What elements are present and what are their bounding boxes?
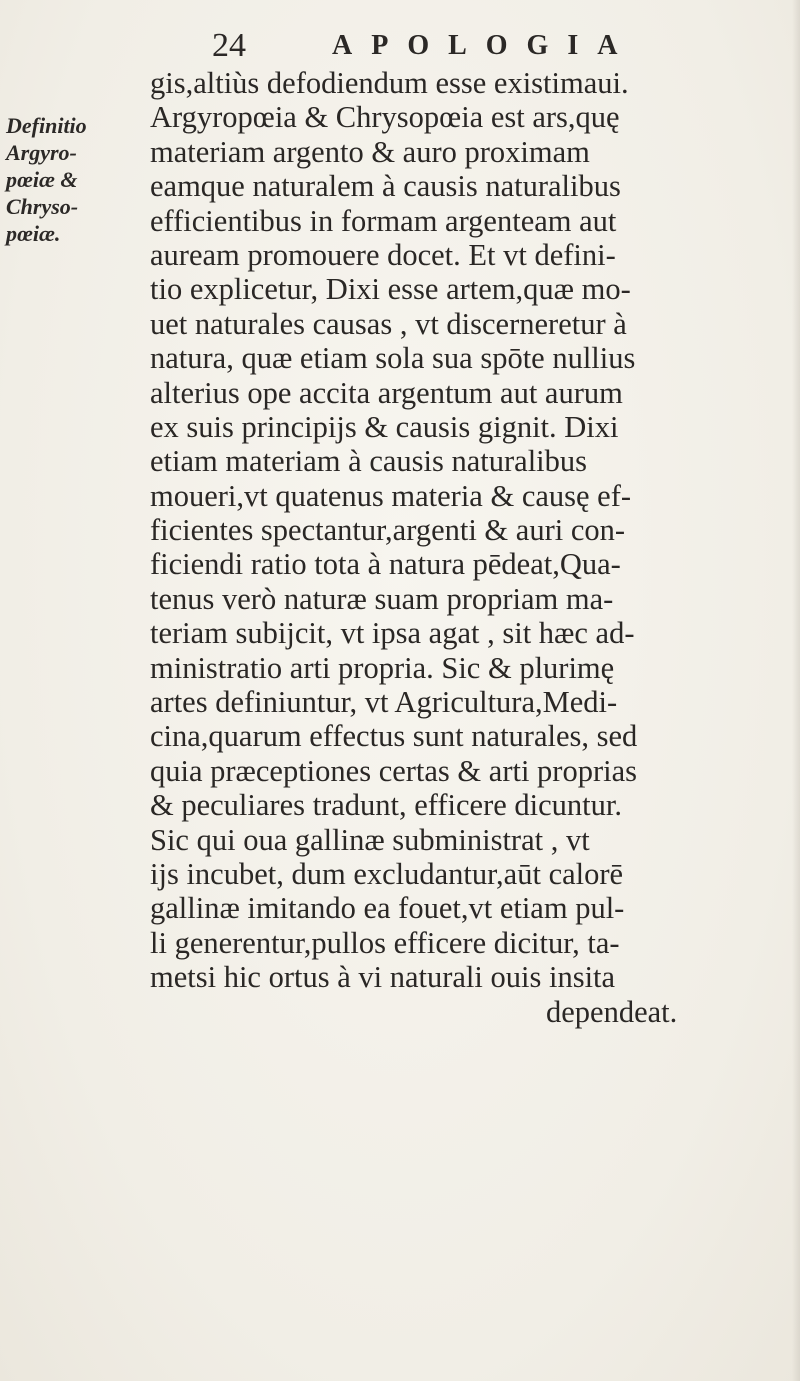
catchword: dependeat.	[546, 994, 678, 1029]
text-line: gallinæ imitando ea fouet,vt etiam pul-	[150, 891, 625, 926]
text-line: tio explicetur, Dixi esse artem,quæ mo-	[150, 272, 631, 307]
text-line: ex suis principijs & causis gignit. Dixi	[150, 409, 619, 444]
text-line: quia præceptiones certas & arti proprias	[150, 753, 637, 788]
body-text	[150, 66, 790, 1029]
text-line: materiam argento & auro proximam	[150, 134, 590, 169]
text-line: efficientibus in formam argenteam aut	[150, 203, 617, 238]
text-line: ijs incubet, dum excludantur,aūt calorē	[150, 856, 624, 891]
page-edge-shadow	[792, 0, 800, 1381]
margin-note-line: Argyro-	[6, 140, 77, 165]
text-line: tenus verò naturæ suam propriam ma-	[150, 581, 614, 616]
text-line: natura, quæ etiam sola sua spōte nullius	[150, 341, 636, 376]
text-line: Argyropœia & Chrysopœia est ars,quę	[150, 100, 620, 135]
text-line: artes definiuntur, vt Agricultura,Medi-	[150, 685, 618, 720]
text-line: li generentur,pullos efficere dicitur, ta-	[150, 925, 620, 960]
text-line: & peculiares tradunt, efficere dicuntur.	[150, 788, 622, 823]
text-line: uet naturales causas , vt discerneretur à	[150, 306, 627, 341]
text-line: ministratio arti propria. Sic & plurimę	[150, 650, 615, 685]
running-head: APOLOGIA	[332, 30, 637, 61]
margin-note	[6, 112, 130, 247]
text-line: alterius ope accita argentum aut aurum	[150, 375, 623, 410]
text-line: eamque naturalem à causis naturalibus	[150, 169, 621, 204]
text-line: auream promouere docet. Et vt defini-	[150, 237, 616, 272]
text-line: cina,quarum effectus sunt naturales, sed	[150, 719, 638, 754]
margin-note-line: Chryso-	[6, 194, 79, 219]
text-line: etiam materiam à causis naturalibus	[150, 444, 588, 479]
text-line: moueri,vt quatenus materia & causę ef-	[150, 478, 632, 513]
text-line: ficiendi ratio tota à natura pēdeat,Qua-	[150, 547, 621, 582]
text-line: gis,altiùs defodiendum esse existimaui.	[150, 66, 629, 100]
text-line: teriam subijcit, vt ipsa agat , sit hæc ad-	[150, 616, 635, 651]
margin-note-line: pœiæ &	[6, 167, 78, 192]
page-number: 24	[212, 27, 246, 64]
text-line: Sic qui oua gallinæ subministrat , vt	[150, 822, 590, 857]
text-line: ficientes spectantur,argenti & auri con-	[150, 513, 626, 548]
margin-note-line: pœiæ.	[6, 221, 61, 246]
page-header	[0, 24, 800, 68]
text-line: metsi hic ortus à vi naturali ouis insita	[150, 960, 616, 995]
margin-note-line: Definitio	[6, 113, 87, 138]
